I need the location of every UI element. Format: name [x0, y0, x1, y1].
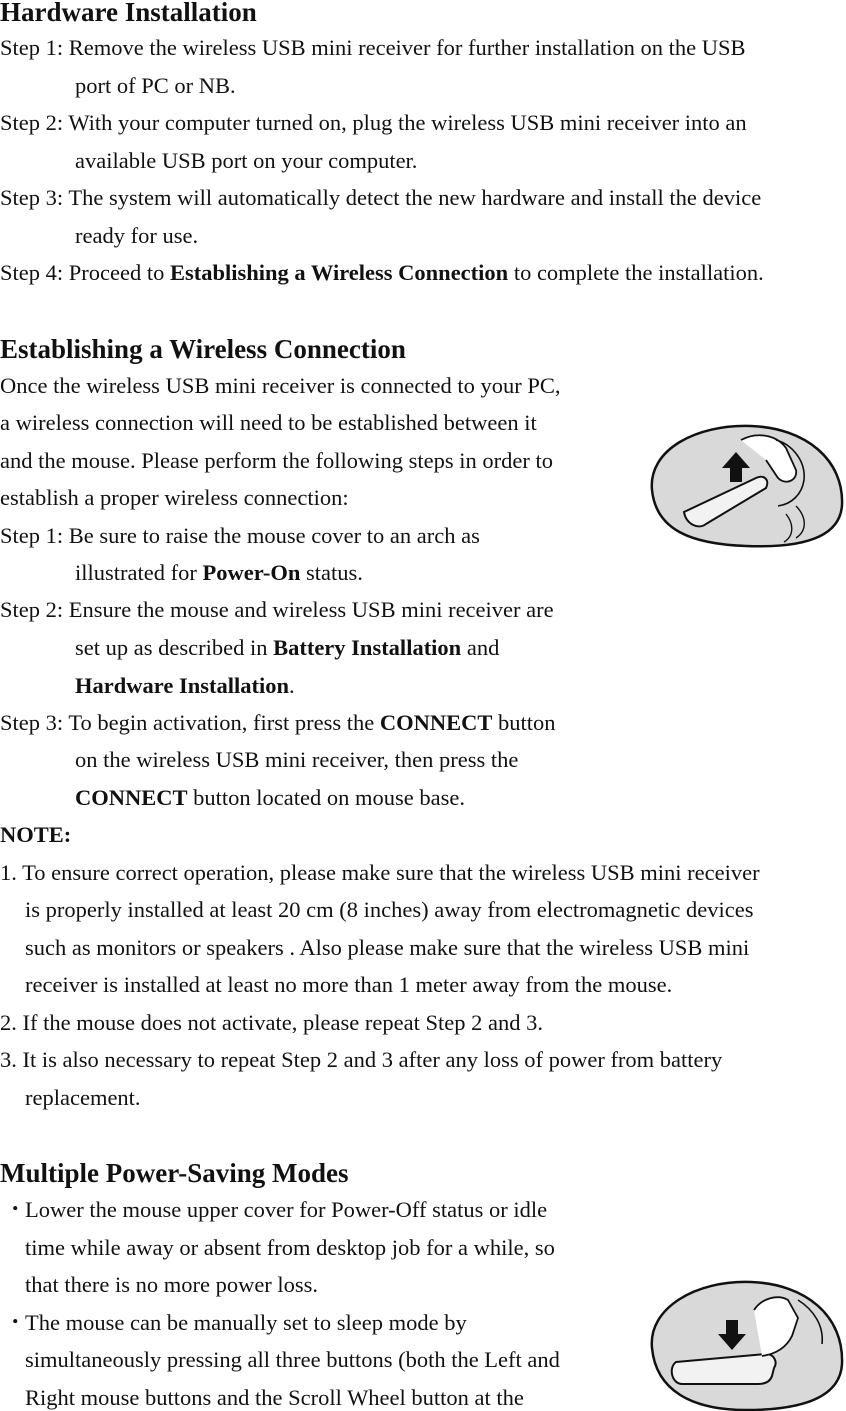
wireless-step2-line1: Step 2: Ensure the mouse and wireless USB mini receiver are — [0, 597, 554, 622]
hardware-step3-line1: Step 3: The system will automatically detect the new hardware and install the device — [0, 185, 762, 210]
hardware-step4-suffix: to complete the installation. — [508, 260, 764, 285]
wireless-step3-line3 — [75, 785, 465, 811]
note1-line1: 1. To ensure correct operation, please make sure that the wireless USB mini receiver — [0, 860, 760, 885]
wireless-step3-line2: on the wireless USB mini receiver, then press the — [75, 747, 519, 772]
hardware-step4-link-text: Establishing a Wireless Connection — [169, 260, 509, 285]
mouse-body-shape — [652, 1282, 842, 1410]
wireless-intro-line4: establish a proper wireless connection: — [0, 485, 349, 510]
wireless-intro-line2: a wireless connection will need to be established between it — [0, 410, 537, 435]
power-bullet2-line2: simultaneously pressing all three buttons (both the Left and — [25, 1347, 560, 1372]
hardware-step2-line1: Step 2: With your computer turned on, plug the wireless USB mini receiver into an — [0, 110, 747, 135]
wireless-step2-prefix: set up as described in — [75, 635, 274, 660]
hardware-step1-line2: port of PC or NB. — [75, 73, 236, 98]
connect-term: CONNECT — [379, 710, 493, 735]
bullet-marker: ・ — [4, 1197, 27, 1222]
wireless-step1-suffix: status. — [300, 560, 363, 585]
power-bullet1-line3: that there is no more power loss. — [25, 1272, 319, 1297]
note-label: NOTE: — [0, 822, 72, 847]
wireless-step3-line3-suffix: button located on mouse base. — [187, 785, 465, 810]
wireless-step1-line2 — [75, 560, 363, 586]
power-bullet1-line2: time while away or absent from desktop job for a while, so — [25, 1235, 555, 1260]
mouse-power-on-illustration — [646, 420, 846, 552]
wireless-step1-prefix: illustrated for — [75, 560, 203, 585]
power-bullet2-line3: Right mouse buttons and the Scroll Wheel button at the — [25, 1385, 524, 1410]
note1-line3: such as monitors or speakers . Also please make sure that the wireless USB mini — [25, 935, 750, 960]
hardware-step1-line1: Step 1: Remove the wireless USB mini receiver for further installation on the USB — [0, 35, 746, 60]
note1-line2: is properly installed at least 20 cm (8 inches) away from electromagnetic devices — [25, 897, 754, 922]
note3-line2: replacement. — [25, 1085, 141, 1110]
hardware-step4-prefix: Step 4: Proceed to — [0, 260, 170, 285]
connect-term: CONNECT — [75, 785, 188, 810]
hardware-installation-term: Hardware Installation — [75, 673, 289, 698]
wireless-step3-suffix: button — [492, 710, 556, 735]
note1-line4: receiver is installed at least no more than 1 meter away from the mouse. — [25, 972, 673, 997]
power-saving-heading: Multiple Power-Saving Modes — [0, 1158, 349, 1188]
mouse-power-off-illustration — [646, 1276, 846, 1411]
bullet-marker: ・ — [4, 1310, 27, 1335]
wireless-step1-line1: Step 1: Be sure to raise the mouse cover to an arch as — [0, 523, 480, 548]
note3-line1: 3. It is also necessary to repeat Step 2 and 3 after any loss of power from battery — [0, 1047, 723, 1072]
wireless-step2-period: . — [288, 673, 295, 698]
power-bullet2-line1: The mouse can be manually set to sleep mode by — [25, 1310, 467, 1335]
wireless-connection-heading: Establishing a Wireless Connection — [0, 334, 406, 364]
wireless-step3-line1 — [0, 710, 555, 736]
wireless-step3-prefix: Step 3: To begin activation, first press the — [0, 710, 380, 735]
battery-installation-term: Battery Installation — [273, 635, 462, 660]
wireless-step2-line2 — [75, 635, 499, 661]
wireless-step2-suffix: and — [461, 635, 500, 660]
hardware-step2-line2: available USB port on your computer. — [75, 148, 418, 173]
note2-line: 2. If the mouse does not activate, please repeat Step 2 and 3. — [0, 1010, 543, 1035]
power-on-term: Power-On — [202, 560, 301, 585]
wireless-intro-line1: Once the wireless USB mini receiver is connected to your PC, — [0, 373, 561, 398]
power-bullet1-line1: Lower the mouse upper cover for Power-Off status or idle — [25, 1197, 548, 1222]
hardware-step3-line2: ready for use. — [75, 223, 199, 248]
hardware-installation-heading: Hardware Installation — [0, 0, 257, 27]
wireless-intro-line3: and the mouse. Please perform the following steps in order to — [0, 448, 553, 473]
wireless-step2-line3 — [75, 673, 295, 699]
hardware-step4-line — [0, 260, 764, 286]
